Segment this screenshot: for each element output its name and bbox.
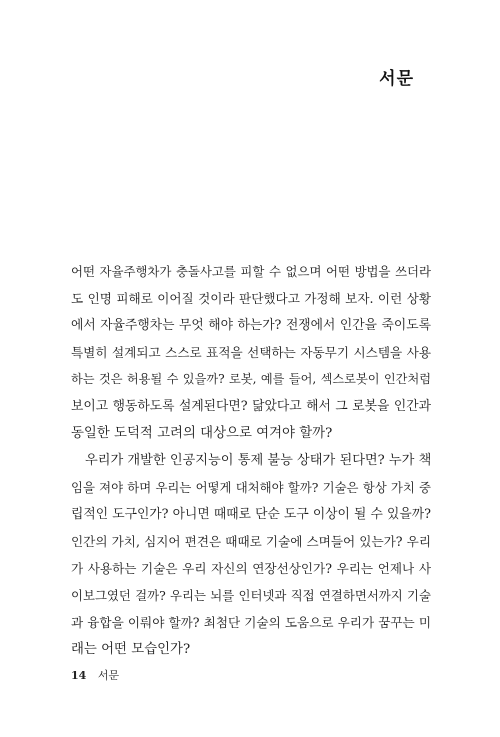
page-footer [71,667,119,683]
running-section-title: 서문 [97,669,120,682]
text-line: 이보그였던 걸까? 우리는 뇌를 인터넷과 직접 연결하면서까지 기술 [71,588,431,603]
text-line: 우리가 개발한 인공지능이 통제 불능 상태가 된다면? 누가 책 [85,453,432,468]
page-number: 14 [71,669,87,682]
section-heading: 서문 [379,69,414,89]
text-line: 과 융합을 이뤄야 할까? 최첨단 기술의 도움으로 우리가 꿈꾸는 미 [71,615,431,630]
text-line: 보이고 행동하도록 설계된다면? 닮았다고 해서 그 로봇을 인간과 [71,399,431,414]
paragraph-2 [71,447,431,663]
text-line: 가 사용하는 기술은 우리 자신의 연장선상인가? 우리는 언제나 사 [71,561,431,576]
text-line: 하는 것은 허용될 수 있을까? 로봇, 예를 들어, 섹스로봇이 인간처럼 [71,372,431,386]
text-line: 에서 자율주행차는 무엇 해야 하는가? 전쟁에서 인간을 죽이도록 [71,318,431,333]
body-text [71,258,431,663]
paragraph-1 [71,258,431,447]
text-line: 임을 져야 하며 우리는 어떻게 대처해야 할까? 기술은 항상 가치 중 [71,480,431,495]
text-line: 도 인명 피해로 이어질 것이라 판단했다고 가정해 보자. 이런 상황 [71,291,431,306]
text-line: 특별히 설계되고 스스로 표적을 선택하는 자동무기 시스템을 사용 [71,345,431,360]
text-line: 어떤 자율주행차가 충돌사고를 피할 수 없으며 어떤 방법을 쓰더라 [71,264,431,279]
text-line: 래는 어떤 모습인가? [71,642,191,657]
text-line: 동일한 도덕적 고려의 대상으로 여겨야 할까? [71,426,333,441]
text-line: 립적인 도구인가? 아니면 때때로 단순 도구 이상이 될 수 있을까? [71,507,431,522]
text-line: 인간의 가치, 심지어 편견은 때때로 기술에 스며들어 있는가? 우리 [71,534,431,549]
